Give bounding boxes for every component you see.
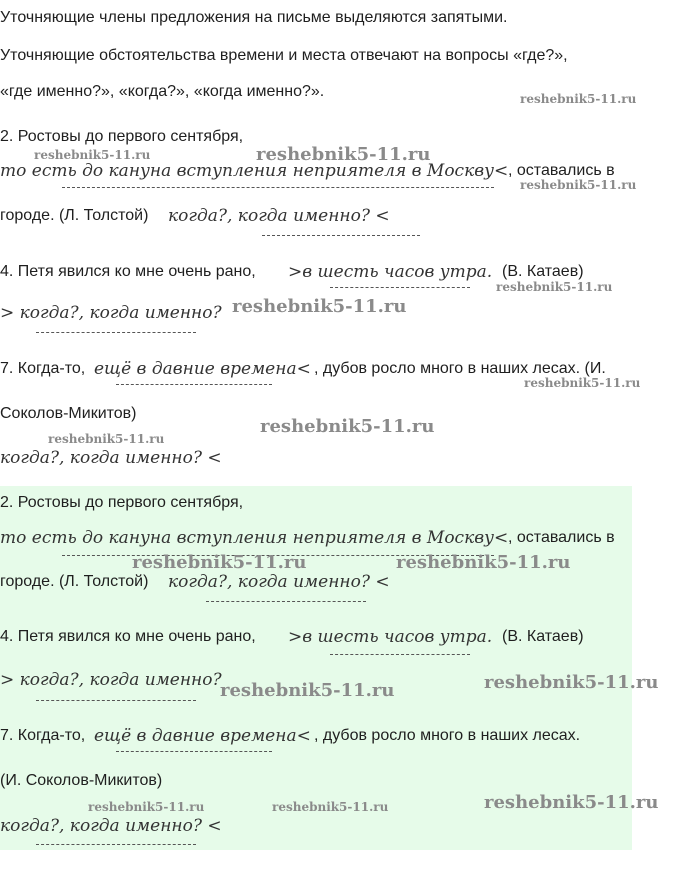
question-label: когда?, когда именно? < — [168, 206, 390, 226]
question-label: > когда?, когда именно? — [0, 670, 222, 690]
sentence-7-clarification: ещё в давние времена< — [94, 726, 311, 746]
sentence-2-clarification: то есть до кануна вступления неприятеля в Москву< — [0, 528, 509, 548]
intro-line-1: Уточняющие члены предложения на письме выделяются запятыми. — [0, 9, 508, 26]
question-label: когда?, когда именно? < — [168, 572, 390, 592]
dash-dot-underline — [36, 700, 196, 701]
dash-dot-underline — [330, 654, 470, 655]
question-label: когда?, когда именно? < — [0, 816, 222, 836]
sentence-4-clarification: >в шесть часов утра. — [288, 262, 493, 282]
sentence-7-text: 7. Когда-то, — [0, 727, 86, 744]
sentence-7-text: 7. Когда-то, — [0, 360, 86, 377]
watermark: reshebnik5-11.ru — [260, 416, 435, 437]
watermark: reshebnik5-11.ru — [48, 432, 165, 446]
watermark: reshebnik5-11.ru — [272, 800, 389, 814]
question-label: > когда?, когда именно? — [0, 303, 222, 323]
intro-line-2: Уточняющие обстоятельства времени и места отвечают на вопросы «где?», — [0, 47, 568, 64]
dash-dot-underline — [206, 601, 366, 602]
watermark: reshebnik5-11.ru — [496, 280, 613, 294]
dash-dot-underline — [62, 187, 494, 188]
sentence-4-clarification: >в шесть часов утра. — [288, 627, 493, 647]
question-label: когда?, когда именно? < — [0, 448, 222, 468]
sentence-2-part-b: , оставались в — [508, 162, 615, 179]
sentence-7-author: Соколов-Микитов) — [0, 405, 137, 422]
sentence-2-part-a: 2. Ростовы до первого сентября, — [0, 128, 244, 145]
dash-dot-underline — [36, 332, 196, 333]
sentence-2-part-c: городе. (Л. Толстой) — [0, 207, 149, 224]
sentence-7-rest: , дубов росло много в наших лесах. — [314, 727, 581, 744]
watermark: reshebnik5-11.ru — [34, 148, 151, 162]
watermark: reshebnik5-11.ru — [524, 376, 641, 390]
dash-dot-underline — [116, 384, 272, 385]
dash-dot-underline — [262, 235, 420, 236]
intro-line-3: «где именно?», «когда?», «когда именно?». — [0, 83, 325, 100]
watermark: reshebnik5-11.ru — [484, 792, 659, 813]
sentence-4-text: 4. Петя явился ко мне очень рано, — [0, 263, 256, 280]
watermark: reshebnik5-11.ru — [232, 296, 407, 317]
watermark: reshebnik5-11.ru — [396, 552, 571, 573]
watermark: reshebnik5-11.ru — [220, 680, 395, 701]
sentence-4-author: (В. Катаев) — [502, 263, 584, 280]
watermark: reshebnik5-11.ru — [520, 178, 637, 192]
sentence-2-part-b: , оставались в — [508, 529, 615, 546]
dash-dot-underline — [116, 751, 272, 752]
watermark: reshebnik5-11.ru — [132, 552, 307, 573]
watermark: reshebnik5-11.ru — [520, 92, 637, 106]
dash-dot-underline — [36, 844, 196, 845]
sentence-2-clarification: то есть до кануна вступления неприятеля в Москву< — [0, 161, 509, 181]
sentence-7-rest: , дубов росло много в наших лесах. (И. — [314, 360, 606, 377]
sentence-2-part-a: 2. Ростовы до первого сентября, — [0, 494, 244, 511]
sentence-7-author: (И. Соколов-Микитов) — [0, 772, 163, 789]
dash-dot-underline — [330, 287, 470, 288]
watermark: reshebnik5-11.ru — [484, 672, 659, 693]
watermark: reshebnik5-11.ru — [88, 800, 205, 814]
sentence-4-text: 4. Петя явился ко мне очень рано, — [0, 628, 256, 645]
watermark: reshebnik5-11.ru — [256, 144, 431, 165]
sentence-7-clarification: ещё в давние времена< — [94, 359, 311, 379]
sentence-2-part-c: городе. (Л. Толстой) — [0, 573, 149, 590]
sentence-4-author: (В. Катаев) — [502, 628, 584, 645]
